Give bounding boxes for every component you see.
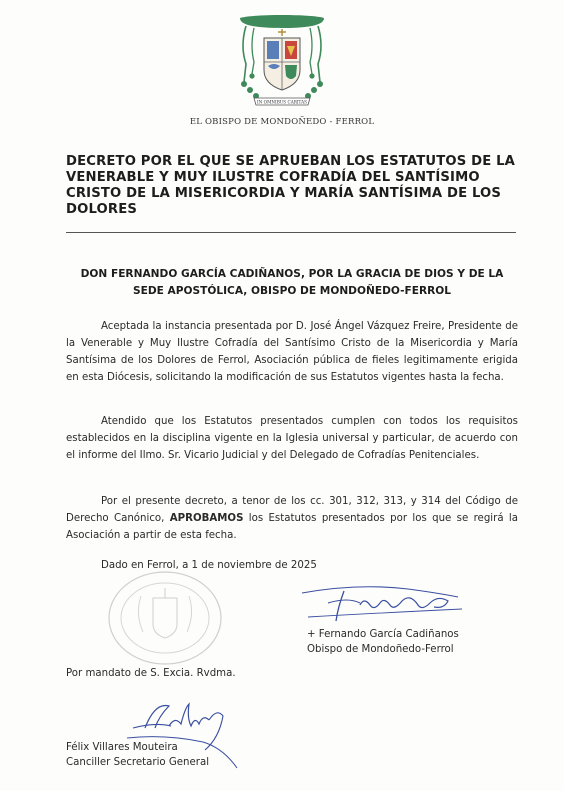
bishop-signature-block (307, 627, 459, 657)
title-divider (66, 232, 516, 233)
paragraph-considering: Atendido que los Estatutos presentados cumplen con todos los requisitos establecidos en la disciplina vigente en la Iglesia universal y particular, de acuerdo con el informe del Ilmo. Sr. Vicario Judicial y del Delegado de Cofradías Penitenciales. (66, 416, 518, 461)
paragraph-request: Aceptada la instancia presentada por D. José Ángel Vázquez Freire, Presidente de la Venerable y Muy Ilustre Cofradía del Santísimo Cristo de la Misericordia y María Santísima de los Dolores de Ferrol, Asociación pública de fieles legitimamente erigida en esta Diócesis, solicitando la modificación de sus Estatutos vigentes hasta la fecha. (66, 321, 518, 383)
decree-addressee: DON FERNANDO GARCÍA CADIÑANOS, POR LA GRACIA DE DIOS Y DE LA SEDE APOSTÓLICA, OBISPO DE MONDOÑEDO-FERROL (80, 268, 504, 297)
chancellor-name: Félix Villares Mouteira (66, 742, 178, 753)
bishop-role: Obispo de Mondoñedo-Ferrol (307, 644, 454, 655)
episcopal-seal-icon (105, 568, 225, 668)
chancellor-signature-block (66, 740, 209, 770)
bishop-letterhead: EL OBISPO DE MONDOÑEDO - FERROL (189, 117, 375, 127)
approval-keyword: APROBAMOS (169, 513, 244, 524)
approval-text-before: Por el presente decreto, a tenor de los cc. 301, 312, 313, y 314 del Código de Derecho Canónico, (66, 496, 518, 524)
paragraph-approval (66, 493, 518, 544)
approval-text-after: los Estatutos presentados por los que se regirá la Asociación a partir de esta fecha. (66, 513, 518, 541)
bishop-signature-icon (298, 583, 468, 625)
chancellor-role: Canciller Secretario General (66, 757, 210, 768)
coat-of-arms-icon (232, 12, 332, 110)
bishop-name: + Fernando García Cadiñanos (307, 629, 459, 640)
decree-title: DECRETO POR EL QUE SE APRUEBAN LOS ESTATUTOS DE LA VENERABLE Y MUY ILUSTRE COFRADÍA DEL SANTÍSIMO CRISTO DE LA MISERICORDIA Y MARÍA SANTÍSIMA DE LOS DOLORES (66, 154, 516, 217)
dated-line: Dado en Ferrol, a 1 de noviembre de 2025 (101, 560, 317, 571)
mandate-line: Por mandato de S. Excia. Rvdma. (66, 668, 236, 679)
coat-motto: IN OMNIBUS CARITAS (257, 99, 307, 105)
